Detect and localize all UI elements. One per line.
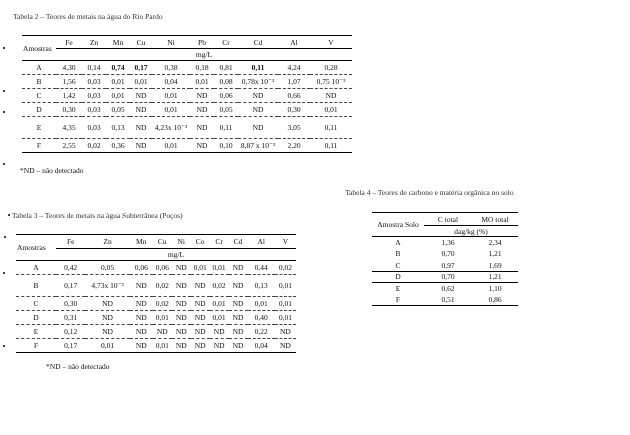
table-cell: 0,01 [152,89,190,103]
table3-header-zn: Zn [103,237,112,246]
table-cell: 0,01 [153,311,172,325]
table-cell: 0,01 [310,103,352,117]
table-cell: 1,56 [56,75,82,89]
table-cell: ND [191,275,210,297]
table3-header-cu: Cu [157,237,167,246]
table2-header-al: Al [290,37,298,47]
table3-unit: mg/L [56,249,296,261]
table-cell: 0,10 [214,139,238,153]
table-cell: ND [85,311,129,325]
table4 [372,212,518,306]
table-cell: 2,34 [488,238,502,247]
table-cell: 0,01 [190,75,214,89]
table2-header-cr: Cr [222,37,230,47]
table-cell: E [16,325,56,339]
table2-header-fe: Fe [65,37,73,47]
bullet-marker [3,272,5,274]
table-cell: ND [130,311,153,325]
table-cell: ND [191,311,210,325]
table-cell: F [16,339,56,353]
table-cell: 0,06 [153,261,172,275]
table-cell: 0,08 [214,75,238,89]
table-cell: 8,87 x 10⁻³ [238,139,278,153]
table-cell: ND [190,89,214,103]
table3-header-mn: Mn [136,237,147,246]
table-cell: 0,03 [82,103,106,117]
table-cell: ND [229,339,248,353]
table-cell: 0,51 [424,294,472,306]
bullet-marker [3,163,5,165]
table-cell: 0,13 [248,275,275,297]
table-cell: 0,31 [56,311,85,325]
table-cell: 0,02 [210,275,229,297]
table-cell: 0,70 [441,249,455,259]
table-cell: 0,18 [190,61,214,75]
table-cell: 0,44 [248,261,275,275]
table-cell: 0,01 [153,339,172,353]
table-cell: ND [130,275,153,297]
table-cell: ND [310,89,352,103]
table3-header-samples: Amostras [16,235,56,261]
table-cell: D [372,271,424,283]
table-cell: B [16,275,56,297]
table-cell: ND [172,311,191,325]
table-cell: F [372,294,424,306]
table-cell: 0,01 [152,103,190,117]
table-cell: 3,05 [278,117,310,139]
table-cell: ND [191,339,210,353]
table-cell: ND [238,117,278,139]
table2 [22,35,352,153]
table-cell: 4,23x 10⁻³ [152,117,190,139]
table-cell: ND [172,275,191,297]
table-cell: 1,69 [472,260,518,272]
table-cell: 0,78x 10⁻³ [238,75,278,89]
table-cell: 0,04 [248,339,275,353]
table-cell: ND [190,139,214,153]
table-cell: 0,01 [275,311,296,325]
table-cell: C [22,89,56,103]
table-cell: 0,30 [278,103,310,117]
table-cell: 0,05 [85,261,129,275]
bullet-marker [3,90,5,92]
table-cell: 0,36 [106,139,130,153]
table2-header-zn: Zn [89,37,99,47]
table-cell: ND [190,117,214,139]
table-cell: 4,35 [56,117,82,139]
table-cell: 0,75 10⁻³ [310,75,352,89]
table-cell: 0,30 [56,103,82,117]
table-cell: 0,22 [248,325,275,339]
bullet-marker [8,214,10,216]
table-cell: ND [85,325,129,339]
bullet-marker [4,236,6,238]
table-cell: ND [275,325,296,339]
table-cell: ND [229,297,248,311]
table-cell: 4,24 [278,61,310,75]
table-cell: 4,73x 10⁻³ [85,275,129,297]
bullet-marker [3,111,5,113]
table-cell: ND [85,297,129,311]
table-cell: 0,03 [82,117,106,139]
table-cell: ND [130,89,152,103]
table-cell: 0,01 [275,297,296,311]
table-cell: ND [130,139,152,153]
table-cell: ND [229,261,248,275]
table-cell: ND [210,325,229,339]
table-cell: 0,01 [210,297,229,311]
table-cell: 0,01 [275,275,296,297]
table-cell: 1,07 [278,75,310,89]
table-cell: 0,11 [214,117,238,139]
table-cell: A [22,61,56,75]
table-cell: 0,01 [106,75,130,89]
table-cell: 0,11 [238,61,278,75]
table2-header-samples: Amostras [22,36,56,61]
table-cell: 2,20 [278,139,310,153]
table-cell: 0,12 [56,325,85,339]
table-cell: ND [172,261,191,275]
table3-caption: Tabela 3 – Teores de metais na água Subterrânea (Poços) [12,211,183,220]
table-cell: D [16,311,56,325]
table-cell: 0,86 [472,294,518,306]
table2-header-mn: Mn [112,37,124,47]
table-cell: ND [229,275,248,297]
table-cell: 0,30 [56,297,85,311]
table-cell: ND [229,325,248,339]
table-cell: ND [172,339,191,353]
table3-header-co: Co [195,237,205,246]
table-cell: 0,74 [106,61,130,75]
table-cell: ND [130,325,153,339]
table-cell: 0,42 [56,261,85,275]
bullet-marker [3,345,5,347]
table-cell: 2,55 [56,139,82,153]
table4-header-sample: Amostra Solo [372,213,424,237]
table3-header-cr: Cr [215,237,223,246]
table-cell: 0,11 [310,117,352,139]
table-cell: 0,01 [130,75,152,89]
table-cell: ND [229,311,248,325]
table-cell: ND [130,339,153,353]
table-cell: 0,04 [152,75,190,89]
table-cell: 0,05 [106,103,130,117]
table-cell: 0,06 [130,261,153,275]
table-cell: ND [130,297,153,311]
table-cell: F [22,139,56,153]
table-cell: 0,11 [310,139,352,153]
table3-header-cd: Cd [233,237,243,246]
table-cell: 0,06 [214,89,238,103]
table-cell: 0,81 [214,61,238,75]
table3-header-ni: Ni [177,237,185,246]
table2-footnote: *ND – não detectado [20,166,84,175]
table-cell: ND [275,339,296,353]
table-cell: 0,01 [106,89,130,103]
table-cell: C [372,260,424,272]
table4-unit: dag/kg (%) [424,226,518,237]
table-cell: ND [238,89,278,103]
table-cell: 0,01 [210,261,229,275]
table3-header-al: Al [257,237,265,246]
table2-header-v: V [328,37,334,47]
table-cell: 0,02 [275,261,296,275]
table-cell: ND [153,325,172,339]
table-cell: 0,97 [424,260,472,272]
table-cell: 0,03 [82,75,106,89]
table-cell: 0,38 [152,61,190,75]
table-cell: ND [172,325,191,339]
table3 [16,234,296,353]
table2-unit: mg/L [56,49,352,61]
table-cell: ND [130,117,152,139]
table-cell: 1,36 [441,238,455,247]
table2-header-cu: Cu [136,37,146,47]
table-cell: ND [172,297,191,311]
table-cell: 0,01 [191,261,210,275]
table-cell: 0,62 [441,284,455,293]
table3-header-fe: Fe [66,237,75,246]
table-cell: 0,02 [153,297,172,311]
table-cell: 0,01 [210,311,229,325]
table-cell: 0,70 [424,271,472,283]
table4-header-mo-total: MO total [481,214,509,224]
table3-footnote: *ND – não detectado [46,362,110,371]
table-cell: 0,02 [153,275,172,297]
table-cell: A [395,238,401,247]
table-cell: C [16,297,56,311]
table-cell: 0,01 [152,139,190,153]
table-cell: 0,28 [310,61,352,75]
table-cell: 0,13 [106,117,130,139]
table-cell: 1,42 [56,89,82,103]
table2-header-ni: Ni [167,37,175,47]
table-cell: B [395,249,401,259]
table-cell: ND [238,103,278,117]
table-cell: 0,05 [214,103,238,117]
table-cell: A [16,261,56,275]
table-cell: B [22,75,56,89]
table-cell: E [395,284,401,293]
table-cell: 0,14 [82,61,106,75]
table-cell: E [22,117,56,139]
table-cell: ND [210,339,229,353]
table-cell: 0,17 [56,275,85,297]
table4-header-c-total: C total [437,214,459,224]
table-cell: D [22,103,56,117]
table-cell: ND [191,297,210,311]
table-cell: 1,10 [488,284,502,293]
table2-header-cd: Cd [253,37,263,47]
bullet-marker [3,47,5,49]
table-cell: 1,21 [472,271,518,283]
table-cell: 4,30 [56,61,82,75]
table3-header-v: V [282,237,289,246]
table-cell: 0,02 [82,139,106,153]
table-cell: 0,03 [82,89,106,103]
table-cell: 0,17 [130,61,152,75]
table-cell: 0,01 [248,297,275,311]
table4-caption: Tabela 4 – Teores de carbono e matéria orgânica no solo [345,188,514,197]
table-cell: 0,17 [56,339,85,353]
table-cell: 0,01 [85,339,129,353]
table-cell: 0,66 [278,89,310,103]
table-cell: ND [190,103,214,117]
table2-header-pb: Pb [198,37,206,47]
table2-caption: Tabela 2 – Teores de metais na água do Rio Pardo [13,12,163,21]
table-cell: ND [191,325,210,339]
table-cell: 0,40 [248,311,275,325]
table-cell: 1,21 [488,249,502,259]
table-cell: ND [130,103,152,117]
